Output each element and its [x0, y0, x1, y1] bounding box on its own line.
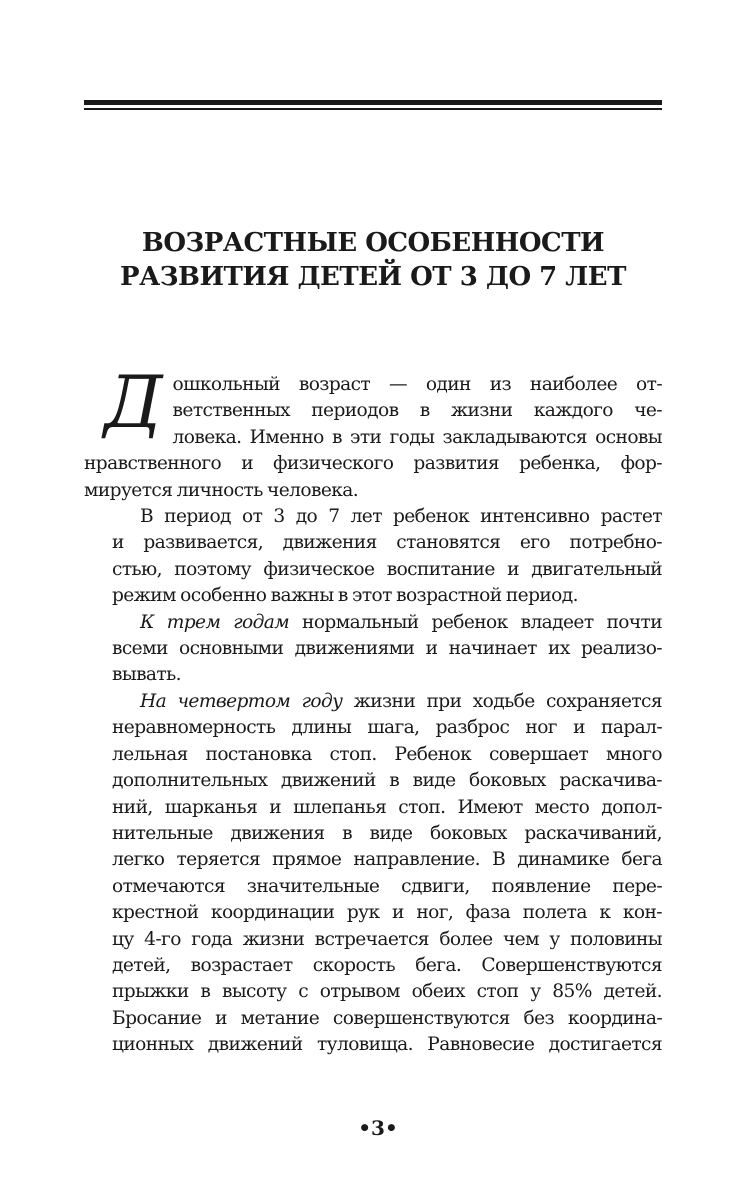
text-line: ний, шарканья и шлепанья стоп. Имеют место допол- — [112, 796, 662, 818]
text-line: цу 4-го года жизни встречается более чем у половины — [112, 928, 662, 950]
paragraph-3 — [84, 610, 662, 689]
text-line: вывать. — [112, 664, 181, 686]
page-number: •3• — [358, 1116, 398, 1140]
emphasis: К трем годам — [140, 611, 290, 633]
text-line: крестной координации рук и ног, фаза полета к кон- — [112, 902, 662, 924]
text-line — [84, 610, 662, 636]
text-line: ошкольный возраст — один из наиболее от- — [172, 374, 662, 395]
chapter-title-line-1: ВОЗРАСТНЫЕ ОСОБЕННОСТИ — [141, 228, 605, 258]
text-fragment: нормальный ребенок владеет почти — [289, 611, 662, 633]
chapter-title-line-2: РАЗВИТИЯ ДЕТЕЙ ОТ 3 ДО 7 ЛЕТ — [120, 262, 626, 292]
text-fragment: жизни при ходьбе сохраняется — [342, 690, 662, 712]
text-line: детей, возрастает скорость бега. Совершенствуются — [112, 954, 662, 976]
text-line — [84, 689, 662, 715]
drop-cap: Д — [104, 360, 163, 444]
paragraph-4 — [84, 689, 662, 1059]
text-line: Бросание и метание совершенствуются без координа- — [112, 1007, 662, 1029]
text-line: легко теряется прямое направление. В динамике бега — [112, 849, 662, 871]
chapter-title — [84, 226, 662, 294]
text-line: ционных движений туловища. Равновесие достигается — [112, 1034, 662, 1056]
text-line: и развивается, движения становятся его потребно- — [112, 532, 662, 554]
header-rule-thick — [84, 100, 662, 105]
text-line: ветственных периодов в жизни каждого че- — [172, 400, 662, 422]
text-line: прыжки в высоту с отрывом обеих стоп у 85% детей. — [112, 981, 662, 1003]
text-line: нительные движения в виде боковых раскачиваний, — [112, 822, 662, 844]
text-line: стью, поэтому физическое воспитание и двигательный — [112, 558, 662, 580]
text-line: отмечаются значительные сдвиги, появление пере- — [112, 875, 662, 897]
text-line: В период от 3 до 7 лет ребенок интенсивно растет — [140, 506, 662, 528]
text-line: лельная постановка стоп. Ребенок совершает много — [112, 743, 662, 765]
text-line: мируется личность человека. — [84, 479, 359, 501]
body-text — [84, 360, 662, 1059]
text-line: нравственного и физического развития ребенка, фор- — [84, 453, 662, 475]
text-line: всеми основными движениями и начинает их реализо- — [112, 638, 662, 660]
header-rule-thin — [84, 108, 662, 110]
text-line: ловека. Именно в эти годы закладываются основы — [172, 426, 662, 448]
text-line: режим особенно важны в этот возрастной период. — [112, 585, 578, 607]
paragraph-2 — [84, 504, 662, 610]
paragraph-1 — [84, 360, 662, 504]
text-line: неравномерность длины шага, разброс ног и парал- — [112, 717, 662, 739]
text-line: дополнительных движений в виде боковых раскачива- — [112, 770, 662, 792]
emphasis: На четвертом году — [140, 690, 343, 712]
